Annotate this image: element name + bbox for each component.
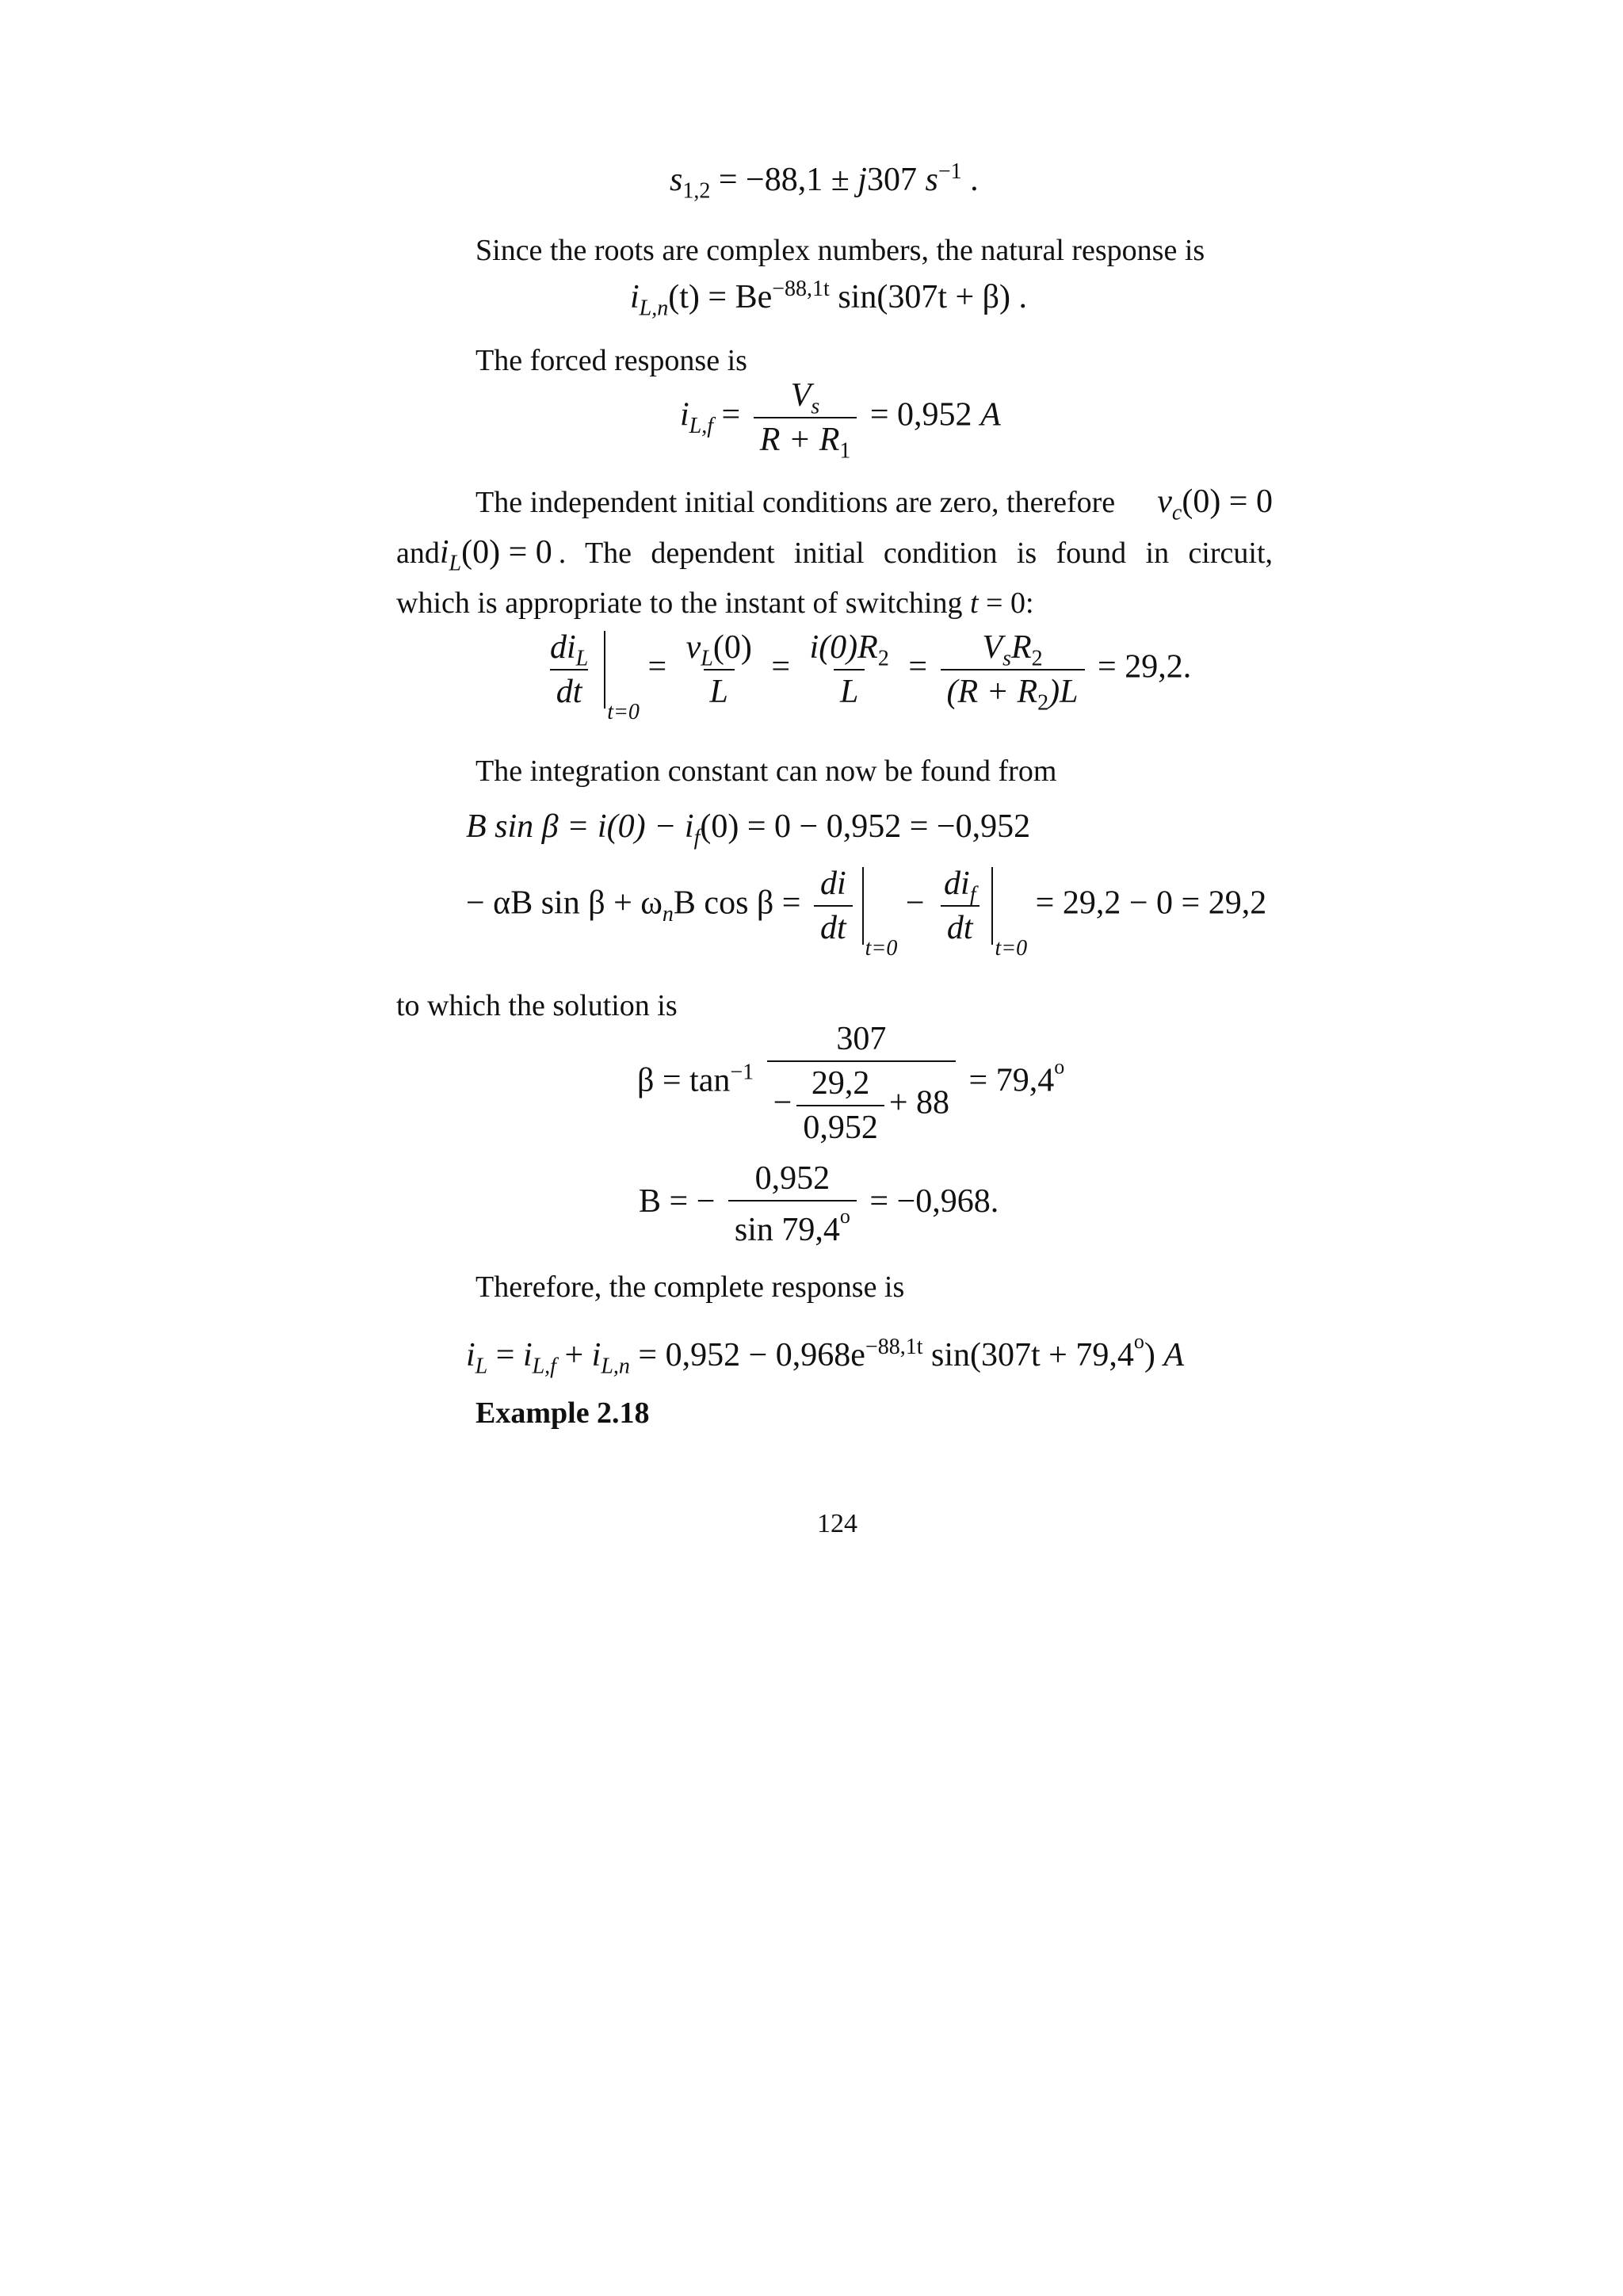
example-heading: Example 2.18 xyxy=(475,1396,650,1430)
equation-roots: $s_{1,2} = -88,1 \pm j307$ $s^{-1}$ . xyxy=(670,159,979,204)
degree-symbol: o xyxy=(1054,1055,1065,1079)
paragraph-integration-constant: The integration constant can now be found from xyxy=(475,755,1057,788)
equation-bsin: B $\sin \beta = i(0) - i_f(0) = 0 - 0,952 = -0,952$ xyxy=(466,808,1031,850)
page-number: 124 xyxy=(817,1509,857,1538)
paragraph-complex-roots: Since the roots are complex numbers, the natural response is xyxy=(475,234,1205,267)
paragraph-initial-line1: The independent initial conditions are zero, therefore $v_c(0) = 0$ xyxy=(475,483,1273,525)
degree-symbol: o xyxy=(839,1205,850,1228)
paragraph-complete-response: Therefore, the complete response is xyxy=(475,1270,905,1304)
equation-initial-derivative: $\frac{di_L}{dt}$ $_{t=0}$ = $\frac{v_L(0)}{L}$ = $\frac{i(0)R_2}{L}$ = $\frac{V_sR_2}{(R + R_2)L}$ = 29,2. xyxy=(539,631,1191,724)
degree-symbol: o xyxy=(1133,1330,1144,1353)
paragraph-solution: to which the solution is xyxy=(396,989,678,1022)
equation-natural-response: $i_{L,n}(t) = Be^{-88,1t}$ sin(307t + β) . xyxy=(630,277,1028,321)
paragraph-forced-response: The forced response is xyxy=(475,344,747,377)
paragraph-initial-line3: which is appropriate to the instant of switching t = 0: xyxy=(396,586,1034,620)
equation-B: B = − $\frac{0,952}{\sin 79,4^o}$ = −0,968. xyxy=(639,1160,999,1248)
equation-complete-response: $i_L = i_{L,f} + i_{L,n} = 0,952 - 0,968e^{-88,1t}$ $\sin(307t + 79,4^o)$ A xyxy=(466,1330,1185,1379)
equation-beta: $\beta = \tan^{-1}$ 307 − $\frac{29,2}{0,952}$ + 88 = $79,4^o$ xyxy=(637,1021,1065,1146)
equation-forced-response: $i_{L,f}$ = $\frac{V_s}{R + R_1}$ = 0,952 A xyxy=(680,377,1001,464)
equation-alpha: − αB $\sin \beta + \omega_nB$ cos β = $\frac{di}{dt}$ $_{t=0}$ − $\frac{di_f}{dt}$ $_{t=0}$ = 29,2 − 0 = 29,2 xyxy=(466,865,1267,961)
paragraph-initial-line2: and $i_L(0) = 0$ . The dependent initial condition is found in circuit, xyxy=(396,534,1273,576)
